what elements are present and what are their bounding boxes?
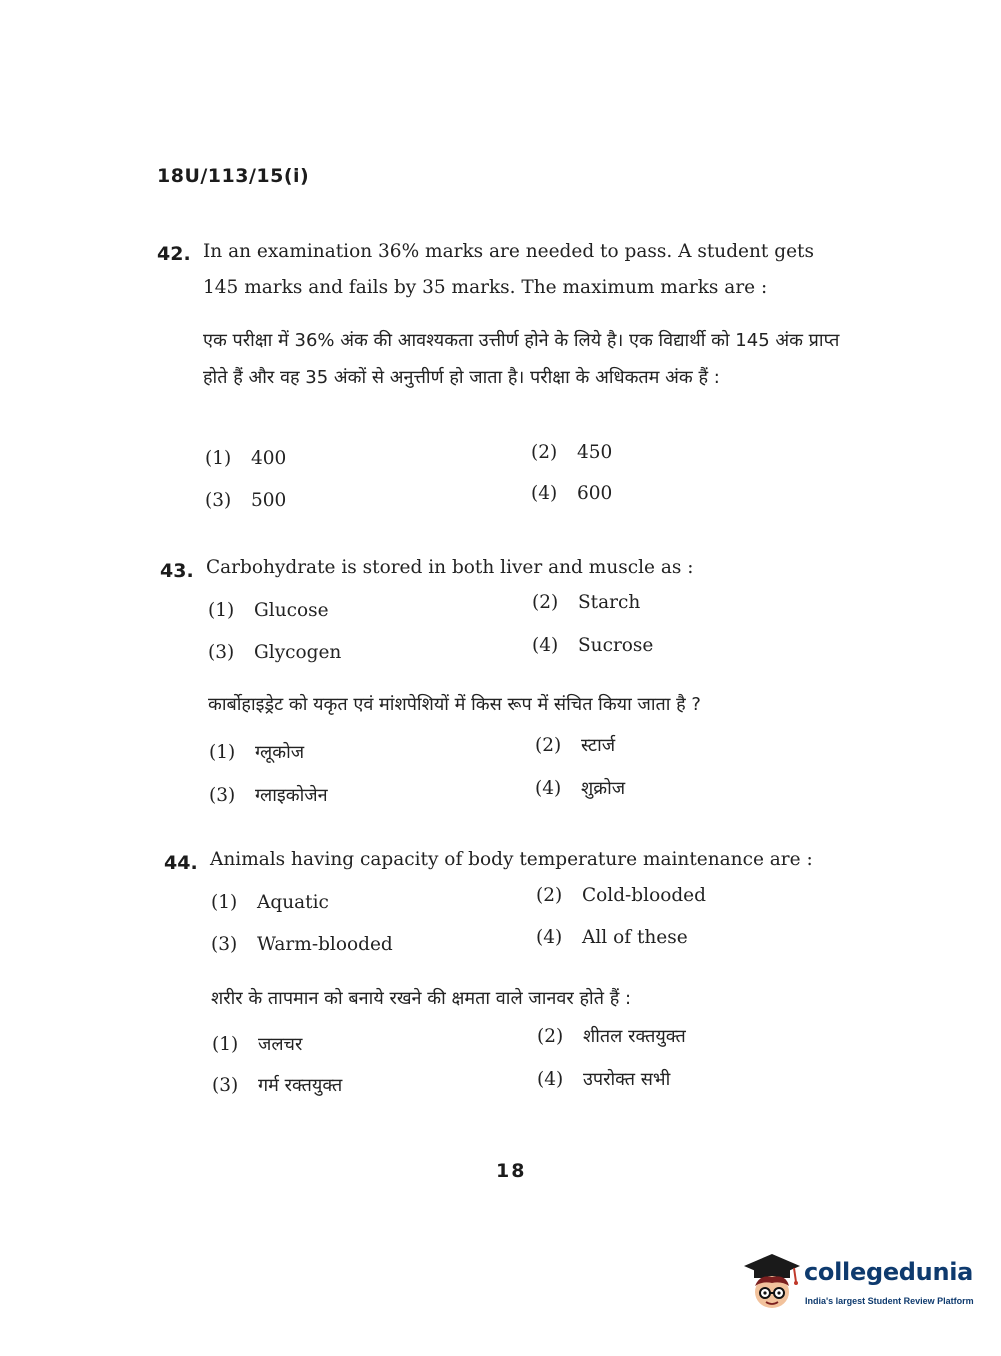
option-2	[536, 885, 706, 906]
option-text: 400	[251, 448, 287, 469]
option-3	[208, 642, 341, 663]
option-number: (4)	[536, 927, 563, 948]
option-text: शुक्रोज	[581, 778, 626, 799]
hindi-option-4	[535, 776, 625, 800]
question-text-hindi: कार्बोहाइड्रेट को यकृत एवं मांशपेशियों में किस रूप में संचित किया जाता है ?	[208, 694, 701, 715]
student-mascot-icon	[742, 1252, 802, 1314]
brand-name: collegedunia	[804, 1258, 974, 1286]
question-text-english: Carbohydrate is stored in both liver and muscle as :	[206, 557, 694, 578]
option-1	[208, 600, 329, 621]
question-number: 42.	[157, 243, 191, 265]
option-text: 450	[577, 442, 613, 463]
option-1	[205, 448, 286, 469]
option-4	[532, 635, 653, 656]
option-text: ग्लाइकोजेन	[255, 785, 328, 806]
option-number: (1)	[205, 448, 232, 469]
option-text: उपरोक्त सभी	[583, 1069, 671, 1090]
hindi-option-1	[212, 1032, 302, 1056]
option-text: स्टार्ज	[581, 735, 616, 756]
option-text: Sucrose	[578, 635, 654, 656]
option-number: (2)	[537, 1026, 564, 1047]
option-text: शीतल रक्तयुक्त	[583, 1026, 686, 1047]
option-number: (4)	[531, 483, 558, 504]
hindi-option-2	[535, 733, 615, 757]
option-text: Cold-blooded	[582, 885, 706, 906]
page-number: 18	[496, 1160, 527, 1182]
option-number: (3)	[212, 1075, 239, 1096]
option-2	[531, 442, 612, 463]
option-3	[211, 934, 393, 955]
hindi-option-4	[537, 1067, 670, 1091]
option-text: Warm-blooded	[257, 934, 393, 955]
option-number: (1)	[208, 600, 235, 621]
option-4	[531, 483, 612, 504]
option-number: (4)	[535, 778, 562, 799]
hindi-option-3	[212, 1073, 342, 1097]
collegedunia-logo	[742, 1252, 972, 1318]
option-number: (4)	[532, 635, 559, 656]
option-number: (1)	[209, 742, 236, 763]
option-text: All of these	[582, 927, 688, 948]
option-number: (2)	[535, 735, 562, 756]
option-number: (1)	[211, 892, 238, 913]
question-text-hindi: एक परीक्षा में 36% अंक की आवश्यकता उत्तीर्ण होने के लिये है। एक विद्यार्थी को 145 अंक प्राप्त होते हैं और वह 35 अंकों से अनुत्तीर्ण हो जाता है। परीक्षा के अधिकतम अंक हैं :	[203, 330, 840, 388]
question-number: 44.	[164, 852, 198, 874]
option-1	[211, 892, 329, 913]
hindi-option-1	[209, 740, 304, 764]
option-number: (3)	[208, 642, 235, 663]
paper-code: 18U/113/15(i)	[157, 165, 310, 187]
option-number: (2)	[532, 592, 559, 613]
option-text: 500	[251, 490, 287, 511]
option-number: (3)	[209, 785, 236, 806]
option-2	[532, 592, 640, 613]
question-text-english: In an examination 36% marks are needed to pass. A student gets 145 marks and fails by 35 marks. The maximum marks are :	[203, 241, 814, 298]
option-text: ग्लूकोज	[255, 742, 305, 763]
hindi-option-3	[209, 783, 328, 807]
option-number: (3)	[205, 490, 232, 511]
option-number: (4)	[537, 1069, 564, 1090]
option-text: गर्म रक्तयुक्त	[258, 1075, 343, 1096]
option-text: 600	[577, 483, 613, 504]
option-text: Starch	[578, 592, 641, 613]
brand-tagline: India's largest Student Review Platform	[805, 1296, 974, 1306]
option-text: जलचर	[258, 1034, 303, 1055]
option-text: Glycogen	[254, 642, 342, 663]
option-number: (2)	[531, 442, 558, 463]
hindi-option-2	[537, 1024, 686, 1048]
option-text: Glucose	[254, 600, 329, 621]
option-text: Aquatic	[257, 892, 329, 913]
option-number: (2)	[536, 885, 563, 906]
option-4	[536, 927, 688, 948]
question-text-hindi: शरीर के तापमान को बनाये रखने की क्षमता वाले जानवर होते हैं :	[211, 988, 632, 1009]
option-number: (1)	[212, 1034, 239, 1055]
question-text-english: Animals having capacity of body temperature maintenance are :	[210, 849, 813, 870]
question-number: 43.	[160, 560, 194, 582]
option-3	[205, 490, 286, 511]
option-number: (3)	[211, 934, 238, 955]
